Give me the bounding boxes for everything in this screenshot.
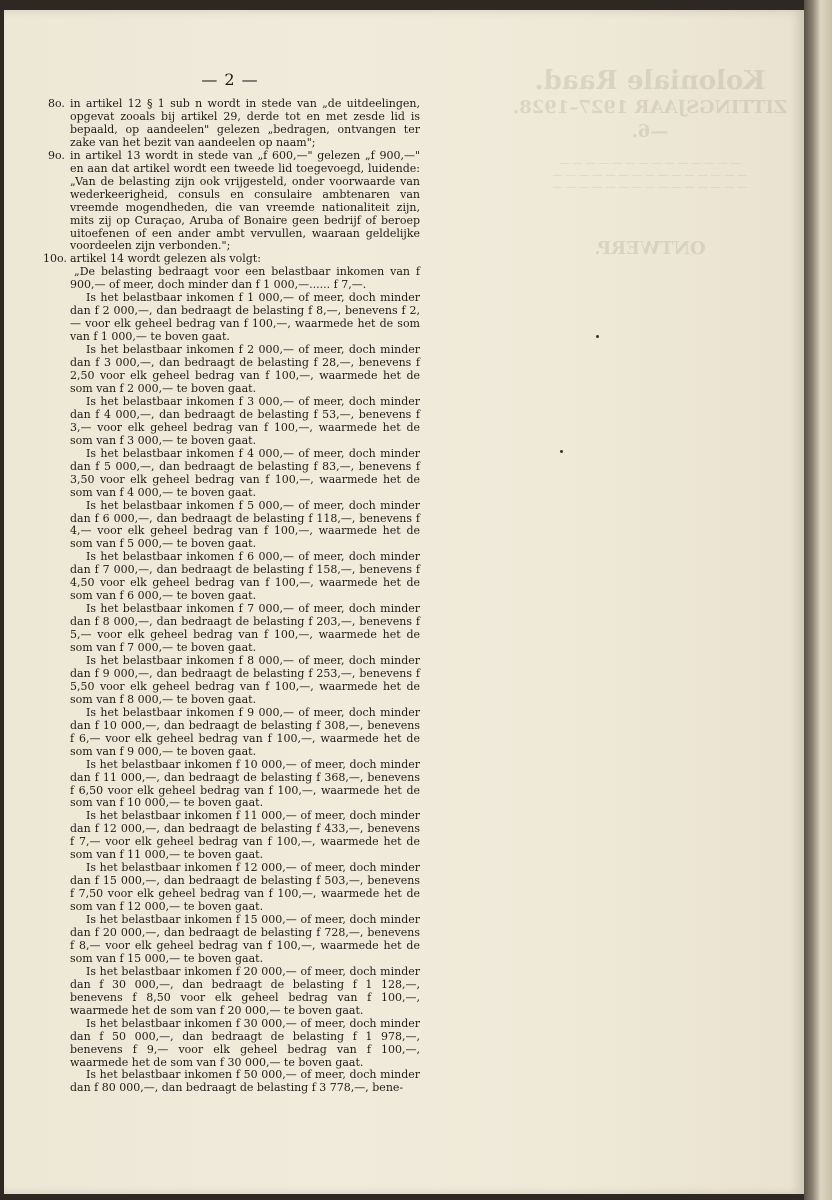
paper-speck: [596, 335, 599, 338]
tax-paragraph: Is het belastbaar inkomen f 9 000,— of meer, doch minder dan f 10 000,—, dan bedraagt de belasting f 308,—, benevens f 6,— voor elk geheel bedrag van f 100,—, waarmede het de som van f 9 000,— te boven gaat.: [70, 705, 420, 758]
tax-paragraph: Is het belastbaar inkomen f 10 000,— of meer, doch minder dan f 11 000,—, dan bedraagt de belasting f 368,—, benevens f 6,50 voor elk geheel bedrag van f 100,—, waarmede het de som van f 10 000,— te boven gaat.: [70, 757, 420, 810]
tax-paragraph: Is het belastbaar inkomen f 2 000,— of meer, doch minder dan f 3 000,—, dan bedraagt de belasting f 28,—, benevens f 2,50 voor elk geheel bedrag van f 100,—, waarmede het de som van f 2 000,— te boven gaat.: [70, 343, 420, 395]
item-text: in artikel 12 § 1 sub n wordt in stede van „de uitdeelingen, opgevat zooals bij artikel 29, derde tot en met zesde lid is bepaald, op aandeelen" gelezen „bedragen, ontvangen ter zake van het bezit van aandeelen op naam";: [70, 97, 420, 149]
item-text: artikel 14 wordt gelezen als volgt:: [70, 252, 261, 266]
tax-paragraph: Is het belastbaar inkomen f 3 000,— of meer, doch minder dan f 4 000,—, dan bedraagt de belasting f 53,—, benevens f 3,— voor elk geheel bedrag van f 100,—, waarmede het de som van f 3 000,— te boven gaat.: [70, 394, 420, 447]
tax-paragraph: Is het belastbaar inkomen f 7 000,— of meer, doch minder dan f 8 000,—, dan bedraagt de belasting f 203,—, benevens f 5,— voor elk geheel bedrag van f 100,—, waarmede het de som van f 7 000,— te boven gaat.: [70, 602, 420, 655]
tax-paragraph: Is het belastbaar inkomen f 30 000,— of meer, doch minder dan f 50 000,—, dan bedraagt de belasting f 1 978,—, benevens f 9,— voor elk geheel bedrag van f 100,—, waarmede het de som van f 30 000,— te boven gaat.: [70, 1016, 420, 1069]
tax-paragraph: Is het belastbaar inkomen f 50 000,— of meer, doch minder dan f 80 000,—, dan bedraagt de belasting f 3 778,—, bene-: [70, 1068, 420, 1095]
tax-paragraph: Is het belastbaar inkomen f 11 000,— of meer, doch minder dan f 12 000,—, dan bedraagt de belasting f 433,—, benevens f 7,— voor elk geheel bedrag van f 100,—, waarmede het de som van f 11 000,— te boven gaat.: [70, 809, 420, 862]
list-item: [48, 150, 420, 254]
tax-paragraph: Is het belastbaar inkomen f 5 000,— of meer, doch minder dan f 6 000,—, dan bedraagt de belasting f 118,—, benevens f 4,— voor elk geheel bedrag van f 100,—, waarmede het de som van f 5 000,— te boven gaat.: [70, 498, 420, 551]
item-number: 9o.: [48, 148, 65, 162]
page-number: — 2 —: [201, 70, 259, 89]
item-text: in artikel 13 wordt in stede van „f 600,—" gelezen „f 900,—" en aan dat artikel wordt een tweede lid toegevoegd, luidende: „Van de belasting zijn ook vrijgesteld, onder voorwaarde van wederkeerigheid, consuls en consulaire ambtenaren van vreemde mogendheden, die van vreemde nationaliteit zijn, mits zij op Curaçao, Aruba of Bonaire geen bedrijf of beroep uitoefenen of een ander ambt vervullen, waaraan geldelijke voordeelen zijn verbonden.";: [70, 148, 420, 253]
tax-paragraph: Is het belastbaar inkomen f 6 000,— of meer, doch minder dan f 7 000,—, dan bedraagt de belasting f 158,—, benevens f 4,50 voor elk geheel bedrag van f 100,—, waarmede het de som van f 6 000,— te boven gaat.: [70, 550, 420, 603]
tax-paragraph: Is het belastbaar inkomen f 4 000,— of meer, doch minder dan f 5 000,—, dan bedraagt de belasting f 83,—, benevens f 3,50 voor elk geheel bedrag van f 100,—, waarmede het de som van f 4 000,— te boven gaat.: [70, 446, 420, 499]
document-body: [43, 97, 420, 1095]
tax-paragraph: Is het belastbaar inkomen f 8 000,— of meer, doch minder dan f 9 000,—, dan bedraagt de belasting f 253,—, benevens f 5,50 voor elk geheel bedrag van f 100,—, waarmede het de som van f 8 000,— te boven gaat.: [70, 653, 420, 706]
tax-paragraph: Is het belastbaar inkomen f 15 000,— of meer, doch minder dan f 20 000,—, dan bedraagt de belasting f 728,—, benevens f 8,— voor elk geheel bedrag van f 100,—, waarmede het de som van f 15 000,— te boven gaat.: [70, 913, 420, 965]
bleed-through-text: Koloniale Raad. ZITTINGSJAAR 1927–1928.—6. — — — — — — — — — — — — — — — — — — — — — — — — — — — — — — — — — — — — — — — — — — — — ONTWERP.: [512, 66, 788, 259]
page-spine: [804, 0, 832, 1200]
tax-paragraph: Is het belastbaar inkomen f 12 000,— of meer, doch minder dan f 15 000,—, dan bedraagt de belasting f 503,—, benevens f 7,50 voor elk geheel bedrag van f 100,—, waarmede het de som van f 12 000,— te boven gaat.: [70, 861, 420, 914]
tax-paragraph: Is het belastbaar inkomen f 20 000,— of meer, doch minder dan f 30 000,—, dan bedraagt de belasting f 1 128,—, benevens f 8,50 voor elk geheel bedrag van f 100,—, waarmede het de som van f 20 000,— te boven gaat.: [70, 964, 420, 1017]
paper-speck: [560, 450, 563, 453]
item-number: 10o.: [43, 252, 67, 266]
item-number: 8o.: [48, 97, 65, 110]
tax-paragraph: „De belasting bedraagt voor een belastbaar inkomen van f 900,— of meer, doch minder dan f 1 000,—...... f 7,—.: [70, 265, 420, 292]
list-item: [48, 98, 420, 150]
tax-paragraph: Is het belastbaar inkomen f 1 000,— of meer, doch minder dan f 2 000,—, dan bedraagt de belasting f 8,—, benevens f 2,— voor elk geheel bedrag van f 100,—, waarmede het de som van f 1 000,— te boven gaat.: [70, 291, 420, 344]
